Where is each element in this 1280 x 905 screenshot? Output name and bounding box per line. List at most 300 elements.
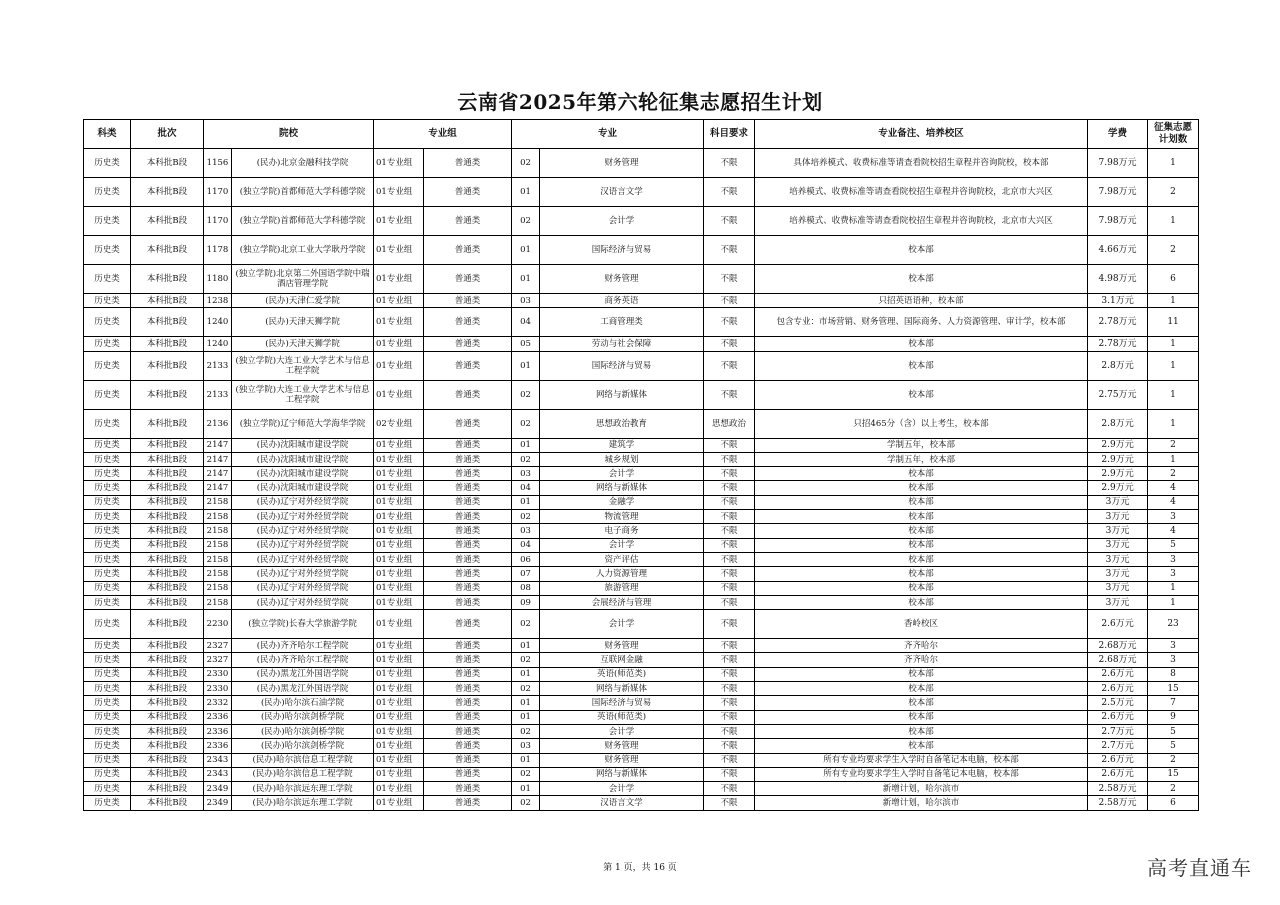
cell-major-code: 02 <box>512 452 540 466</box>
cell-school-code: 2349 <box>204 782 232 796</box>
cell-tuition: 4.66万元 <box>1088 236 1148 265</box>
cell-tuition: 3万元 <box>1088 495 1148 509</box>
cell-school-name: (民办)哈尔滨远东理工学院 <box>232 782 374 796</box>
cell-plan-count: 2 <box>1148 753 1199 767</box>
cell-tuition: 2.75万元 <box>1088 380 1148 409</box>
cell-subject-requirement: 不限 <box>704 538 755 552</box>
cell-batch: 本科批B段 <box>131 782 204 796</box>
cell-category: 历史类 <box>84 294 131 308</box>
cell-school-name: (民办)辽宁对外经贸学院 <box>232 524 374 538</box>
cell-tuition: 2.5万元 <box>1088 696 1148 710</box>
cell-plan-count: 2 <box>1148 467 1199 481</box>
cell-tuition: 2.8万元 <box>1088 409 1148 438</box>
cell-major-code: 01 <box>512 710 540 724</box>
cell-group-type: 普通类 <box>424 207 512 236</box>
table-row <box>84 409 1199 438</box>
cell-category: 历史类 <box>84 552 131 566</box>
cell-school-code: 2336 <box>204 739 232 753</box>
cell-group-code: 01专业组 <box>374 639 424 653</box>
table-row <box>84 438 1199 452</box>
cell-plan-count: 5 <box>1148 739 1199 753</box>
cell-group-code: 01专业组 <box>374 739 424 753</box>
cell-remarks: 校本部 <box>755 595 1088 609</box>
cell-batch: 本科批B段 <box>131 265 204 294</box>
cell-group-type: 普通类 <box>424 294 512 308</box>
cell-tuition: 3万元 <box>1088 538 1148 552</box>
table-row <box>84 207 1199 236</box>
cell-plan-count: 6 <box>1148 265 1199 294</box>
table-row <box>84 767 1199 781</box>
cell-group-code: 01专业组 <box>374 438 424 452</box>
cell-group-code: 01专业组 <box>374 236 424 265</box>
cell-major-code: 01 <box>512 178 540 207</box>
cell-batch: 本科批B段 <box>131 308 204 337</box>
cell-school-code: 2158 <box>204 595 232 609</box>
header-school: 院校 <box>204 120 374 149</box>
cell-group-code: 01专业组 <box>374 581 424 595</box>
cell-subject-requirement: 不限 <box>704 567 755 581</box>
cell-tuition: 2.58万元 <box>1088 796 1148 810</box>
table-row <box>84 524 1199 538</box>
cell-tuition: 2.58万元 <box>1088 782 1148 796</box>
cell-school-name: (独立学院)大连工业大学艺术与信息工程学院 <box>232 380 374 409</box>
cell-plan-count: 2 <box>1148 782 1199 796</box>
cell-group-type: 普通类 <box>424 178 512 207</box>
cell-category: 历史类 <box>84 595 131 609</box>
cell-remarks: 校本部 <box>755 495 1088 509</box>
cell-major-name: 汉语言文学 <box>540 178 704 207</box>
cell-category: 历史类 <box>84 682 131 696</box>
cell-plan-count: 3 <box>1148 552 1199 566</box>
cell-group-code: 01专业组 <box>374 767 424 781</box>
cell-school-name: (民办)哈尔滨剑桥学院 <box>232 710 374 724</box>
cell-tuition: 3万元 <box>1088 524 1148 538</box>
cell-subject-requirement: 不限 <box>704 481 755 495</box>
cell-batch: 本科批B段 <box>131 510 204 524</box>
cell-tuition: 3万元 <box>1088 581 1148 595</box>
cell-group-type: 普通类 <box>424 308 512 337</box>
cell-school-name: (民办)辽宁对外经贸学院 <box>232 567 374 581</box>
table-body <box>84 149 1199 811</box>
cell-remarks: 校本部 <box>755 510 1088 524</box>
cell-batch: 本科批B段 <box>131 524 204 538</box>
cell-school-name: (独立学院)辽宁师范大学海华学院 <box>232 409 374 438</box>
table-row <box>84 595 1199 609</box>
cell-tuition: 2.9万元 <box>1088 438 1148 452</box>
cell-school-name: (民办)哈尔滨剑桥学院 <box>232 724 374 738</box>
cell-group-type: 普通类 <box>424 265 512 294</box>
cell-group-type: 普通类 <box>424 653 512 667</box>
cell-group-code: 01专业组 <box>374 667 424 681</box>
cell-tuition: 2.78万元 <box>1088 337 1148 351</box>
cell-major-name: 英语(师范类) <box>540 667 704 681</box>
cell-tuition: 2.9万元 <box>1088 467 1148 481</box>
cell-school-code: 2158 <box>204 567 232 581</box>
cell-category: 历史类 <box>84 767 131 781</box>
cell-plan-count: 7 <box>1148 696 1199 710</box>
cell-group-type: 普通类 <box>424 581 512 595</box>
cell-tuition: 2.6万元 <box>1088 767 1148 781</box>
cell-plan-count: 1 <box>1148 294 1199 308</box>
header-subject-requirement: 科目要求 <box>704 120 755 149</box>
cell-major-name: 财务管理 <box>540 265 704 294</box>
cell-tuition: 2.78万元 <box>1088 308 1148 337</box>
cell-remarks: 校本部 <box>755 710 1088 724</box>
cell-group-code: 01专业组 <box>374 567 424 581</box>
cell-tuition: 2.68万元 <box>1088 653 1148 667</box>
cell-group-type: 普通类 <box>424 495 512 509</box>
cell-subject-requirement: 不限 <box>704 207 755 236</box>
cell-school-code: 2158 <box>204 552 232 566</box>
cell-tuition: 2.6万元 <box>1088 682 1148 696</box>
cell-group-type: 普通类 <box>424 552 512 566</box>
cell-remarks: 只招465分（含）以上考生，校本部 <box>755 409 1088 438</box>
cell-remarks: 包含专业：市场营销、财务管理、国际商务、人力资源管理、审计学，校本部 <box>755 308 1088 337</box>
cell-school-name: (民办)哈尔滨远东理工学院 <box>232 796 374 810</box>
header-batch: 批次 <box>131 120 204 149</box>
cell-subject-requirement: 不限 <box>704 351 755 380</box>
cell-subject-requirement: 不限 <box>704 595 755 609</box>
cell-plan-count: 3 <box>1148 639 1199 653</box>
table-row <box>84 510 1199 524</box>
cell-group-type: 普通类 <box>424 467 512 481</box>
cell-major-code: 01 <box>512 696 540 710</box>
cell-plan-count: 2 <box>1148 438 1199 452</box>
cell-batch: 本科批B段 <box>131 581 204 595</box>
cell-batch: 本科批B段 <box>131 380 204 409</box>
cell-school-name: (独立学院)首都师范大学科德学院 <box>232 178 374 207</box>
cell-school-code: 1240 <box>204 308 232 337</box>
cell-group-type: 普通类 <box>424 567 512 581</box>
cell-category: 历史类 <box>84 351 131 380</box>
cell-tuition: 2.68万元 <box>1088 639 1148 653</box>
cell-school-name: (民办)哈尔滨石油学院 <box>232 696 374 710</box>
cell-school-name: (独立学院)首都师范大学科德学院 <box>232 207 374 236</box>
cell-group-code: 01专业组 <box>374 782 424 796</box>
cell-school-name: (民办)沈阳城市建设学院 <box>232 481 374 495</box>
cell-major-name: 工商管理类 <box>540 308 704 337</box>
cell-tuition: 7.98万元 <box>1088 207 1148 236</box>
cell-batch: 本科批B段 <box>131 178 204 207</box>
cell-major-name: 国际经济与贸易 <box>540 351 704 380</box>
cell-school-code: 2327 <box>204 639 232 653</box>
cell-major-code: 05 <box>512 337 540 351</box>
table-row <box>84 538 1199 552</box>
cell-group-code: 01专业组 <box>374 696 424 710</box>
cell-major-code: 08 <box>512 581 540 595</box>
cell-major-name: 劳动与社会保障 <box>540 337 704 351</box>
cell-school-name: (民办)辽宁对外经贸学院 <box>232 595 374 609</box>
cell-school-code: 1240 <box>204 337 232 351</box>
cell-plan-count: 11 <box>1148 308 1199 337</box>
cell-category: 历史类 <box>84 265 131 294</box>
cell-major-code: 01 <box>512 438 540 452</box>
cell-major-code: 01 <box>512 667 540 681</box>
cell-group-code: 01专业组 <box>374 495 424 509</box>
cell-major-code: 01 <box>512 236 540 265</box>
cell-major-code: 01 <box>512 265 540 294</box>
cell-major-code: 02 <box>512 724 540 738</box>
cell-major-name: 网络与新媒体 <box>540 767 704 781</box>
cell-school-code: 2147 <box>204 481 232 495</box>
cell-group-code: 01专业组 <box>374 294 424 308</box>
cell-group-code: 01专业组 <box>374 265 424 294</box>
cell-category: 历史类 <box>84 337 131 351</box>
cell-tuition: 2.6万元 <box>1088 710 1148 724</box>
cell-plan-count: 23 <box>1148 610 1199 639</box>
cell-remarks: 所有专业均要求学生入学时自备笔记本电脑，校本部 <box>755 753 1088 767</box>
cell-batch: 本科批B段 <box>131 351 204 380</box>
cell-school-code: 1156 <box>204 149 232 178</box>
cell-remarks: 校本部 <box>755 581 1088 595</box>
cell-group-type: 普通类 <box>424 796 512 810</box>
cell-remarks: 校本部 <box>755 538 1088 552</box>
cell-plan-count: 1 <box>1148 452 1199 466</box>
table-row <box>84 653 1199 667</box>
cell-major-code: 02 <box>512 767 540 781</box>
cell-major-code: 01 <box>512 753 540 767</box>
cell-group-type: 普通类 <box>424 696 512 710</box>
cell-plan-count: 4 <box>1148 524 1199 538</box>
cell-group-code: 01专业组 <box>374 524 424 538</box>
cell-category: 历史类 <box>84 452 131 466</box>
cell-subject-requirement: 不限 <box>704 724 755 738</box>
cell-group-code: 01专业组 <box>374 351 424 380</box>
cell-tuition: 3万元 <box>1088 567 1148 581</box>
cell-major-code: 03 <box>512 294 540 308</box>
cell-remarks: 所有专业均要求学生入学时自备笔记本电脑，校本部 <box>755 767 1088 781</box>
cell-subject-requirement: 不限 <box>704 653 755 667</box>
cell-tuition: 3万元 <box>1088 552 1148 566</box>
cell-school-code: 1170 <box>204 178 232 207</box>
cell-plan-count: 3 <box>1148 567 1199 581</box>
cell-major-code: 06 <box>512 552 540 566</box>
cell-subject-requirement: 不限 <box>704 581 755 595</box>
cell-school-code: 2158 <box>204 510 232 524</box>
cell-plan-count: 8 <box>1148 667 1199 681</box>
cell-batch: 本科批B段 <box>131 739 204 753</box>
cell-major-name: 网络与新媒体 <box>540 682 704 696</box>
cell-subject-requirement: 不限 <box>704 639 755 653</box>
cell-batch: 本科批B段 <box>131 753 204 767</box>
cell-plan-count: 1 <box>1148 409 1199 438</box>
cell-batch: 本科批B段 <box>131 538 204 552</box>
cell-major-name: 网络与新媒体 <box>540 481 704 495</box>
cell-group-code: 01专业组 <box>374 653 424 667</box>
cell-major-name: 金融学 <box>540 495 704 509</box>
cell-category: 历史类 <box>84 538 131 552</box>
cell-major-code: 04 <box>512 481 540 495</box>
cell-subject-requirement: 不限 <box>704 524 755 538</box>
header-category: 科类 <box>84 120 131 149</box>
cell-remarks: 新增计划，哈尔滨市 <box>755 782 1088 796</box>
cell-subject-requirement: 不限 <box>704 265 755 294</box>
cell-category: 历史类 <box>84 495 131 509</box>
cell-batch: 本科批B段 <box>131 567 204 581</box>
table-row <box>84 552 1199 566</box>
cell-plan-count: 5 <box>1148 724 1199 738</box>
cell-batch: 本科批B段 <box>131 294 204 308</box>
cell-subject-requirement: 不限 <box>704 337 755 351</box>
cell-school-code: 2336 <box>204 724 232 738</box>
cell-school-code: 2147 <box>204 467 232 481</box>
cell-school-code: 2343 <box>204 753 232 767</box>
table-row <box>84 452 1199 466</box>
cell-plan-count: 2 <box>1148 178 1199 207</box>
cell-remarks: 只招英语语种，校本部 <box>755 294 1088 308</box>
cell-tuition: 3万元 <box>1088 595 1148 609</box>
cell-category: 历史类 <box>84 380 131 409</box>
cell-remarks: 校本部 <box>755 667 1088 681</box>
cell-school-name: (民办)沈阳城市建设学院 <box>232 452 374 466</box>
cell-plan-count: 4 <box>1148 495 1199 509</box>
cell-school-code: 2133 <box>204 351 232 380</box>
cell-group-type: 普通类 <box>424 438 512 452</box>
cell-group-code: 01专业组 <box>374 467 424 481</box>
cell-remarks: 学制五年，校本部 <box>755 452 1088 466</box>
cell-major-code: 01 <box>512 639 540 653</box>
cell-school-code: 2136 <box>204 409 232 438</box>
cell-group-type: 普通类 <box>424 724 512 738</box>
cell-remarks: 校本部 <box>755 265 1088 294</box>
cell-group-type: 普通类 <box>424 682 512 696</box>
cell-category: 历史类 <box>84 639 131 653</box>
cell-remarks: 校本部 <box>755 696 1088 710</box>
cell-subject-requirement: 不限 <box>704 753 755 767</box>
table-row <box>84 481 1199 495</box>
cell-category: 历史类 <box>84 782 131 796</box>
cell-school-code: 2133 <box>204 380 232 409</box>
cell-school-code: 2158 <box>204 581 232 595</box>
table-row <box>84 682 1199 696</box>
cell-school-code: 2327 <box>204 653 232 667</box>
header-major-group: 专业组 <box>374 120 512 149</box>
cell-major-code: 09 <box>512 595 540 609</box>
cell-major-name: 城乡规划 <box>540 452 704 466</box>
cell-category: 历史类 <box>84 308 131 337</box>
cell-school-code: 2336 <box>204 710 232 724</box>
cell-major-name: 旅游管理 <box>540 581 704 595</box>
header-major: 专业 <box>512 120 704 149</box>
cell-tuition: 3万元 <box>1088 510 1148 524</box>
cell-group-type: 普通类 <box>424 409 512 438</box>
cell-major-name: 会计学 <box>540 538 704 552</box>
cell-remarks: 校本部 <box>755 380 1088 409</box>
cell-group-type: 普通类 <box>424 524 512 538</box>
cell-major-code: 02 <box>512 796 540 810</box>
cell-remarks: 齐齐哈尔 <box>755 653 1088 667</box>
cell-subject-requirement: 不限 <box>704 149 755 178</box>
table-row <box>84 337 1199 351</box>
cell-major-name: 英语(师范类) <box>540 710 704 724</box>
cell-subject-requirement: 不限 <box>704 495 755 509</box>
cell-batch: 本科批B段 <box>131 667 204 681</box>
cell-subject-requirement: 不限 <box>704 178 755 207</box>
cell-plan-count: 2 <box>1148 236 1199 265</box>
cell-school-code: 2343 <box>204 767 232 781</box>
cell-category: 历史类 <box>84 753 131 767</box>
cell-major-name: 财务管理 <box>540 149 704 178</box>
cell-group-type: 普通类 <box>424 510 512 524</box>
cell-school-code: 1178 <box>204 236 232 265</box>
cell-school-code: 2330 <box>204 667 232 681</box>
cell-major-name: 建筑学 <box>540 438 704 452</box>
cell-major-name: 物流管理 <box>540 510 704 524</box>
cell-plan-count: 1 <box>1148 380 1199 409</box>
cell-school-code: 2158 <box>204 524 232 538</box>
cell-batch: 本科批B段 <box>131 682 204 696</box>
cell-remarks: 校本部 <box>755 724 1088 738</box>
cell-tuition: 2.9万元 <box>1088 481 1148 495</box>
cell-group-type: 普通类 <box>424 452 512 466</box>
cell-school-name: (民办)辽宁对外经贸学院 <box>232 581 374 595</box>
cell-group-code: 01专业组 <box>374 207 424 236</box>
table-row <box>84 294 1199 308</box>
cell-tuition: 7.98万元 <box>1088 178 1148 207</box>
cell-school-code: 1170 <box>204 207 232 236</box>
cell-remarks: 具体培养模式、收费标准等请查看院校招生章程并咨询院校，校本部 <box>755 149 1088 178</box>
table-row <box>84 581 1199 595</box>
cell-batch: 本科批B段 <box>131 495 204 509</box>
cell-group-code: 01专业组 <box>374 610 424 639</box>
cell-tuition: 2.6万元 <box>1088 667 1148 681</box>
cell-subject-requirement: 不限 <box>704 552 755 566</box>
cell-school-code: 2158 <box>204 538 232 552</box>
cell-major-code: 04 <box>512 538 540 552</box>
cell-school-name: (民办)辽宁对外经贸学院 <box>232 538 374 552</box>
cell-remarks: 新增计划，哈尔滨市 <box>755 796 1088 810</box>
cell-major-code: 02 <box>512 207 540 236</box>
table-row <box>84 467 1199 481</box>
cell-category: 历史类 <box>84 724 131 738</box>
table-row <box>84 724 1199 738</box>
cell-school-name: (民办)辽宁对外经贸学院 <box>232 495 374 509</box>
cell-remarks: 校本部 <box>755 337 1088 351</box>
cell-major-code: 03 <box>512 524 540 538</box>
cell-plan-count: 1 <box>1148 207 1199 236</box>
cell-major-code: 02 <box>512 380 540 409</box>
cell-school-code: 2158 <box>204 495 232 509</box>
cell-subject-requirement: 思想政治 <box>704 409 755 438</box>
cell-group-code: 01专业组 <box>374 796 424 810</box>
cell-batch: 本科批B段 <box>131 149 204 178</box>
cell-major-code: 02 <box>512 510 540 524</box>
cell-group-code: 01专业组 <box>374 481 424 495</box>
cell-category: 历史类 <box>84 178 131 207</box>
cell-group-type: 普通类 <box>424 610 512 639</box>
cell-major-name: 互联网金融 <box>540 653 704 667</box>
cell-batch: 本科批B段 <box>131 337 204 351</box>
cell-category: 历史类 <box>84 510 131 524</box>
cell-plan-count: 6 <box>1148 796 1199 810</box>
cell-school-name: (独立学院)北京工业大学耿丹学院 <box>232 236 374 265</box>
cell-group-type: 普通类 <box>424 639 512 653</box>
cell-plan-count: 4 <box>1148 481 1199 495</box>
cell-category: 历史类 <box>84 653 131 667</box>
table-row <box>84 667 1199 681</box>
cell-plan-count: 5 <box>1148 538 1199 552</box>
cell-subject-requirement: 不限 <box>704 739 755 753</box>
table-row <box>84 796 1199 810</box>
cell-subject-requirement: 不限 <box>704 510 755 524</box>
cell-major-name: 会计学 <box>540 724 704 738</box>
cell-batch: 本科批B段 <box>131 767 204 781</box>
cell-group-code: 01专业组 <box>374 538 424 552</box>
cell-group-type: 普通类 <box>424 739 512 753</box>
cell-batch: 本科批B段 <box>131 639 204 653</box>
cell-subject-requirement: 不限 <box>704 308 755 337</box>
cell-major-code: 01 <box>512 495 540 509</box>
